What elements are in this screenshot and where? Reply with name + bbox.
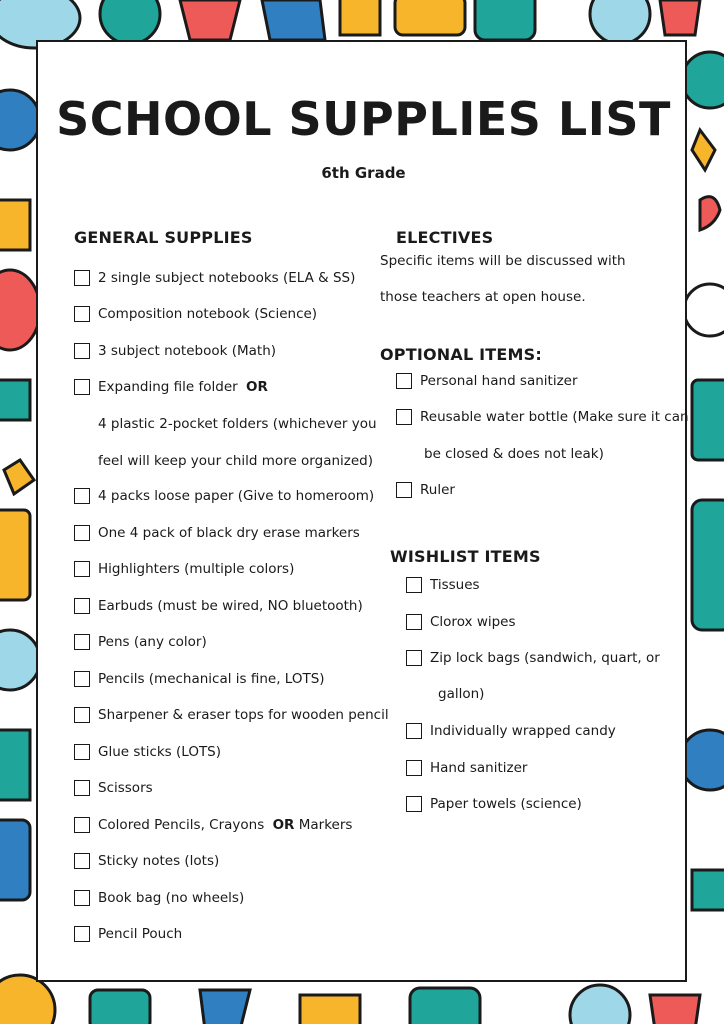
checkbox[interactable] (74, 525, 90, 541)
general-supplies-heading: GENERAL SUPPLIES (74, 228, 253, 247)
checkbox[interactable] (74, 671, 90, 687)
optional-items-heading: OPTIONAL ITEMS: (380, 345, 542, 364)
checkbox[interactable] (406, 760, 422, 776)
checklist-item[interactable]: Zip lock bags (sandwich, quart, or (406, 650, 660, 666)
checklist-item[interactable]: 3 subject notebook (Math) (74, 343, 276, 359)
checklist-item[interactable]: Sticky notes (lots) (74, 853, 219, 869)
checkbox[interactable] (396, 482, 412, 498)
checklist-item[interactable]: Tissues (406, 577, 480, 593)
checkbox[interactable] (406, 796, 422, 812)
page-title: SCHOOL SUPPLIES LIST (56, 92, 671, 146)
checklist-item[interactable]: Highlighters (multiple colors) (74, 561, 294, 577)
checklist-item[interactable]: Scissors (74, 780, 153, 796)
checklist-item-file-folder[interactable]: Expanding file folder OR (74, 379, 268, 395)
checkbox[interactable] (74, 561, 90, 577)
checkbox[interactable] (74, 488, 90, 504)
checkbox[interactable] (74, 634, 90, 650)
checkbox[interactable] (74, 926, 90, 942)
checkbox[interactable] (406, 723, 422, 739)
checkbox[interactable] (406, 614, 422, 630)
checkbox[interactable] (396, 373, 412, 389)
checkbox[interactable] (396, 409, 412, 425)
checklist-item[interactable]: Composition notebook (Science) (74, 306, 317, 322)
zip-lock-line-2: gallon) (438, 686, 485, 702)
checklist-item[interactable]: 4 packs loose paper (Give to homeroom) (74, 488, 374, 504)
wishlist-items-heading: WISHLIST ITEMS (390, 547, 541, 566)
water-bottle-line-2: be closed & does not leak) (424, 446, 604, 462)
checklist-item[interactable]: Reusable water bottle (Make sure it can (396, 409, 689, 425)
checkbox[interactable] (74, 853, 90, 869)
checklist-item[interactable]: Ruler (396, 482, 455, 498)
checkbox[interactable] (406, 650, 422, 666)
checklist-item[interactable]: Paper towels (science) (406, 796, 582, 812)
checklist-item[interactable]: One 4 pack of black dry erase markers (74, 525, 360, 541)
supplies-list-card (36, 40, 687, 982)
file-folder-line-3: feel will keep your child more organized) (98, 453, 373, 469)
checkbox[interactable] (74, 817, 90, 833)
checkbox[interactable] (74, 598, 90, 614)
electives-text-line-2: those teachers at open house. (380, 289, 586, 305)
checklist-item[interactable]: Pens (any color) (74, 634, 207, 650)
checkbox[interactable] (74, 343, 90, 359)
checklist-item[interactable]: Hand sanitizer (406, 760, 527, 776)
checklist-item[interactable]: Individually wrapped candy (406, 723, 616, 739)
checkbox[interactable] (74, 890, 90, 906)
electives-text-line-1: Specific items will be discussed with (380, 253, 626, 269)
checklist-item[interactable]: Clorox wipes (406, 614, 516, 630)
checklist-item[interactable]: Pencil Pouch (74, 926, 182, 942)
checkbox[interactable] (74, 744, 90, 760)
checkbox[interactable] (74, 780, 90, 796)
checklist-item[interactable]: Personal hand sanitizer (396, 373, 578, 389)
checkbox[interactable] (74, 379, 90, 395)
checkbox[interactable] (74, 270, 90, 286)
grade-subtitle: 6th Grade (321, 164, 406, 182)
checklist-item[interactable]: 2 single subject notebooks (ELA & SS) (74, 270, 355, 286)
checklist-item[interactable]: Book bag (no wheels) (74, 890, 244, 906)
electives-heading: ELECTIVES (396, 228, 494, 247)
checklist-item[interactable]: Sharpener & eraser tops for wooden pencil (74, 707, 389, 723)
checkbox[interactable] (74, 306, 90, 322)
file-folder-line-2: 4 plastic 2-pocket folders (whichever you (98, 416, 377, 432)
checkbox[interactable] (406, 577, 422, 593)
checklist-item[interactable]: Glue sticks (LOTS) (74, 744, 221, 760)
checklist-item[interactable]: Earbuds (must be wired, NO bluetooth) (74, 598, 363, 614)
checklist-item[interactable]: Pencils (mechanical is fine, LOTS) (74, 671, 325, 687)
checklist-item-colored-pencils[interactable]: Colored Pencils, Crayons OR Markers (74, 817, 352, 833)
checkbox[interactable] (74, 707, 90, 723)
